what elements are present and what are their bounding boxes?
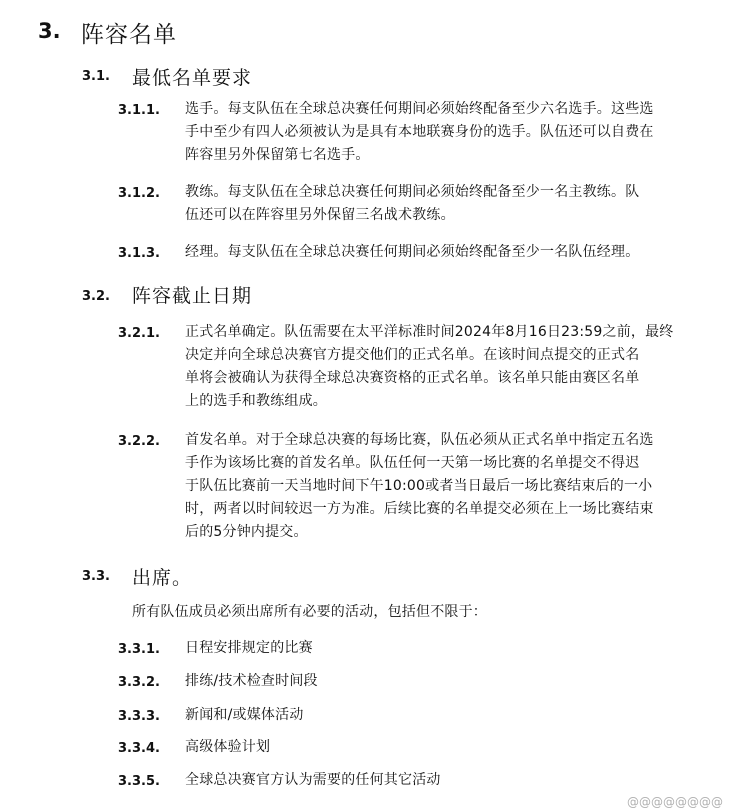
subsection-number-3-1: 3.1. <box>82 69 110 84</box>
item-number-3-3-1: 3.3.1. <box>118 642 160 657</box>
item-number-3-1-2: 3.1.2. <box>118 186 160 201</box>
subsection-number-3-3: 3.3. <box>82 569 110 584</box>
text-line: 手中至少有四人必须被认为是具有本地联赛身份的选手。队伍还可以自费在 <box>185 124 654 140</box>
item-number-3-2-2: 3.2.2. <box>118 434 160 449</box>
text-line: 教练。每支队伍在全球总决赛任何期间必须始终配备至少一名主教练。队 <box>185 184 640 200</box>
item-text-3-3-5: 全球总决赛官方认为需要的任何其它活动 <box>185 772 441 788</box>
subsection-number-3-2: 3.2. <box>82 289 110 304</box>
item-text-3-3-4: 高级体验计划 <box>185 739 271 755</box>
item-number-3-3-3: 3.3.3. <box>118 709 160 724</box>
item-number-3-3-2: 3.3.2. <box>118 675 160 690</box>
item-number-3-1-3: 3.1.3. <box>118 246 160 261</box>
subsection-title-3-3: 出席。 <box>132 567 193 589</box>
text-line: 选手。每支队伍在全球总决赛任何期间必须始终配备至少六名选手。这些选 <box>185 101 654 117</box>
text-line: 伍还可以在阵容里另外保留三名战术教练。 <box>185 207 455 223</box>
item-text-3-2-1 <box>185 321 674 413</box>
text-line: 于队伍比赛前一天当地时间下午10:00或者当日最后一场比赛结束后的一小 <box>185 478 653 494</box>
item-text-3-3-2: 排练/技术检查时间段 <box>185 673 318 689</box>
section-intro: 所有队伍成员必须出席所有必要的活动，包括但不限于： <box>132 604 487 620</box>
item-number-3-3-4: 3.3.4. <box>118 741 160 756</box>
text-line: 决定并向全球总决赛官方提交他们的正式名单。在该时间点提交的正式名 <box>185 347 640 363</box>
text-line: 后的5分钟内提交。 <box>185 524 308 540</box>
text-line: 单将会被确认为获得全球总决赛资格的正式名单。该名单只能由赛区名单 <box>185 370 640 386</box>
item-text-3-1-1 <box>185 98 654 167</box>
item-text-3-3-3: 新闻和/或媒体活动 <box>185 707 304 723</box>
text-line: 经理。每支队伍在全球总决赛任何期间必须始终配备至少一名队伍经理。 <box>185 244 640 260</box>
item-text-3-1-2 <box>185 181 639 227</box>
text-line: 上的选手和教练组成。 <box>185 393 327 409</box>
item-text-3-1-3 <box>185 241 639 264</box>
subsection-title-3-1: 最低名单要求 <box>132 67 253 89</box>
text-line: 手作为该场比赛的首发名单。队伍任何一天第一场比赛的名单提交不得迟 <box>185 455 640 471</box>
section-number: 3. <box>38 19 61 43</box>
text-line: 正式名单确定。队伍需要在太平洋标准时间2024年8月16日23:59之前，最终 <box>185 324 674 340</box>
text-line: 阵容里另外保留第七名选手。 <box>185 147 370 163</box>
item-text-3-3-1: 日程安排规定的比赛 <box>185 640 313 656</box>
subsection-title-3-2: 阵容截止日期 <box>132 285 253 307</box>
text-line: 首发名单。对于全球总决赛的每场比赛，队伍必须从正式名单中指定五名选 <box>185 432 654 448</box>
item-text-3-2-2 <box>185 429 654 544</box>
item-number-3-1-1: 3.1.1. <box>118 103 160 118</box>
item-number-3-3-5: 3.3.5. <box>118 774 160 789</box>
section-title: 阵容名单 <box>81 22 177 48</box>
text-line: 时，两者以时间较迟一方为准。后续比赛的名单提交必须在上一场比赛结束 <box>185 501 654 517</box>
item-number-3-2-1: 3.2.1. <box>118 326 160 341</box>
watermark: @@@@@@@@ <box>627 795 723 809</box>
